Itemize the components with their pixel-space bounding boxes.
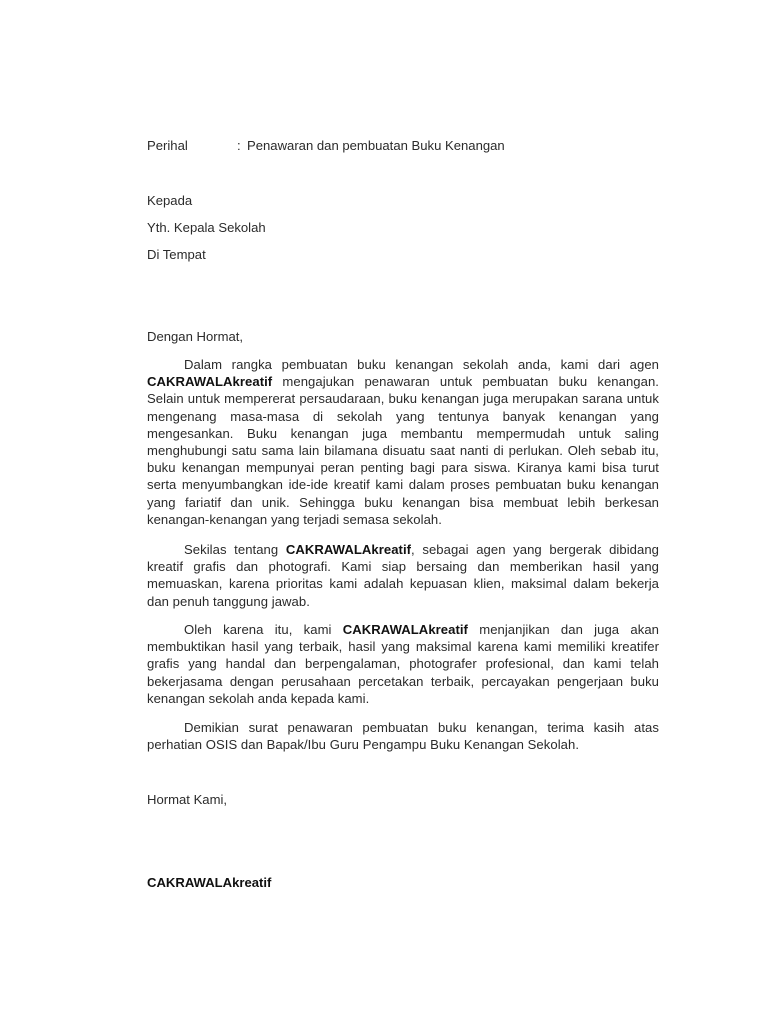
brand-name: CAKRAWALAkreatif xyxy=(147,374,273,390)
paragraph-2-text-after: , sebagai agen yang bergerak dibidang kreatif grafis dan photografi. Kami siap bersaing dan memberikan hasil yang memuaskan, karena prioritas kami adalah kepuasan klien, maksimal dalam bekerja dan penuh tanggung jawab. xyxy=(147,542,659,609)
subject-value: Penawaran dan pembuatan Buku Kenangan xyxy=(247,138,505,153)
paragraph-3-text-after: menjanjikan dan juga akan membuktikan hasil yang terbaik, hasil yang maksimal karena kami memiliki kreatifer grafis yang handal dan berpengalaman, photografer profesional, dan kami telah bekerjasama dengan perusahaan percetakan terbaik, percayakan pengerjaan buku kenangan sekolah anda kepada kami. xyxy=(147,622,659,706)
recipient-line-1: Kepada xyxy=(147,193,193,208)
brand-name: CAKRAWALAkreatif xyxy=(342,622,468,637)
body-paragraph-1 xyxy=(147,356,659,528)
recipient-line-2: Yth. Kepala Sekolah xyxy=(147,220,266,235)
signature: CAKRAWALAkreatif xyxy=(147,875,272,890)
brand-name: CAKRAWALAkreatif xyxy=(285,542,412,557)
paragraph-1-text-after: mengajukan penawaran untuk pembuatan buku kenangan. Selain untuk mempererat persaudaraan, buku kenangan juga merupakan sarana untuk mengenang masa-masa di sekolah yang tentunya banyak kenangan yang mengesankan. Buku kenangan juga membantu mempermudah untuk saling menghubungi satu sama lain bilamana disuatu saat nanti di perlukan. Oleh sebab itu, buku kenangan mempunyai peran penting bagi para siswa. Kiranya kami bisa turut serta menyumbangkan ide-ide kreatif kami dalam proses pembuatan buku kenangan yang fariatif dan unik. Sehingga buku kenangan bisa membuat lebih berkesan kenangan-kenangan yang terjadi semasa sekolah. xyxy=(147,374,659,527)
subject-separator: : xyxy=(237,138,241,153)
paragraph-1-text-before: Dalam rangka pembuatan buku kenangan sekolah anda, kami dari agen xyxy=(184,357,659,372)
salutation: Dengan Hormat, xyxy=(147,329,244,344)
paragraph-3-text-before: Oleh karena itu, kami xyxy=(184,622,343,637)
paragraph-2-text-before: Sekilas tentang xyxy=(184,542,286,557)
recipient-line-3: Di Tempat xyxy=(147,247,206,262)
body-paragraph-2 xyxy=(147,541,659,610)
paragraph-4-text: Demikian surat penawaran pembuatan buku kenangan, terima kasih atas perhatian OSIS dan Bapak/Ibu Guru Pengampu Buku Kenangan Sekolah. xyxy=(147,720,659,753)
subject-label: Perihal xyxy=(147,138,188,153)
body-paragraph-3 xyxy=(147,621,659,707)
closing: Hormat Kami, xyxy=(147,792,228,807)
body-paragraph-4 xyxy=(147,719,659,753)
